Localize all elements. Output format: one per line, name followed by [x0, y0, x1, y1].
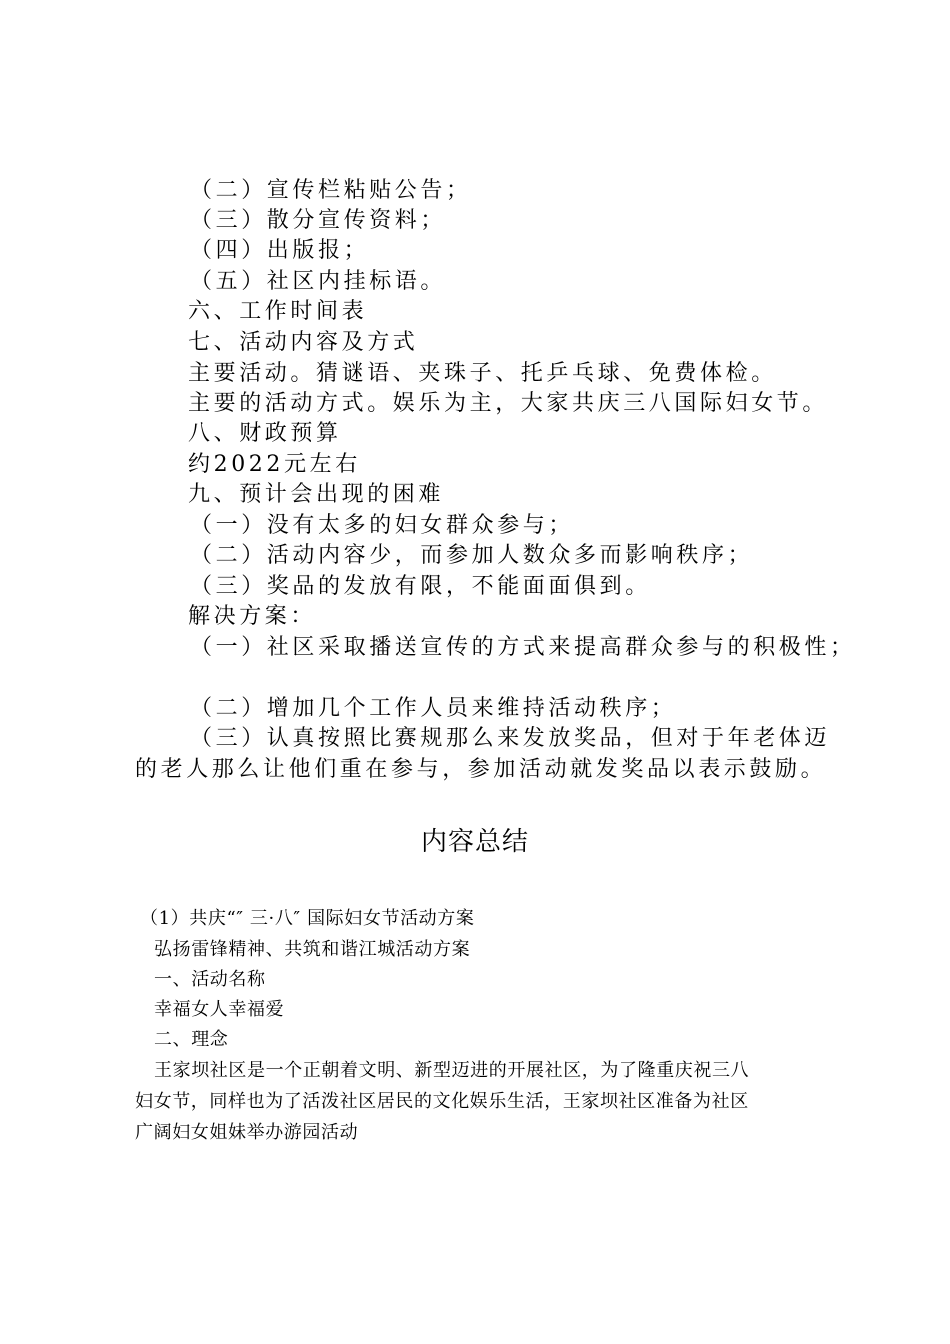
budget-amount: 约2022元左右: [188, 452, 361, 477]
summary-line-6: 王家坝社区是一个正朝着文明、新型迈进的开展社区，为了隆重庆祝三八: [154, 1060, 750, 1081]
section-heading-difficulties: 九、预计会出现的困难: [188, 482, 445, 507]
solution-item-1: （一）社区采取播送宣传的方式来提高群众参与的积极性；: [190, 635, 856, 660]
publicity-item-5: （五）社区内挂标语。: [190, 269, 447, 294]
section-heading-budget: 八、财政预算: [188, 421, 342, 446]
publicity-item-2: （二）宣传栏粘贴公告；: [190, 178, 472, 203]
difficulty-item-3: （三）奖品的发放有限，不能面面俱到。: [190, 574, 651, 599]
solution-item-2: （二）增加几个工作人员来维持活动秩序；: [190, 696, 677, 721]
main-activities: 主要活动。猜谜语、夹珠子、托乒乓球、免费体检。: [188, 361, 777, 386]
summary-line-8: 广阔妇女姐妹举办游园活动: [135, 1122, 359, 1143]
section-heading-content: 七、活动内容及方式: [188, 330, 419, 355]
publicity-item-4: （四）出版报；: [190, 238, 370, 263]
summary-line-2: 弘扬雷锋精神、共筑和谐江城活动方案: [154, 939, 471, 960]
summary-line-5: 二、理念: [154, 1029, 229, 1050]
solution-item-3-continued: 的老人那么让他们重在参与，参加活动就发奖品以表示鼓励。: [135, 757, 827, 782]
section-heading-schedule: 六、工作时间表: [188, 299, 368, 324]
summary-line-4: 幸福女人幸福爱: [154, 999, 285, 1020]
main-activity-method: 主要的活动方式。娱乐为主，大家共庆三八国际妇女节。: [188, 391, 829, 416]
solution-item-3: （三）认真按照比赛规那么来发放奖品，但对于年老体迈: [190, 726, 831, 751]
publicity-item-3: （三）散分宣传资料；: [190, 208, 447, 233]
summary-line-7: 妇女节，同样也为了活泼社区居民的文化娱乐生活，王家坝社区准备为社区: [135, 1091, 749, 1112]
difficulty-item-2: （二）活动内容少，而参加人数众多而影响秩序；: [190, 543, 754, 568]
summary-line-3: 一、活动名称: [154, 969, 266, 990]
solutions-heading: 解决方案：: [188, 604, 317, 629]
summary-title: 内容总结: [420, 827, 529, 857]
difficulty-item-1: （一）没有太多的妇女群众参与；: [190, 513, 575, 538]
summary-line-1: （1）共庆“″ 三·八″ 国际妇女节活动方案: [140, 908, 475, 929]
